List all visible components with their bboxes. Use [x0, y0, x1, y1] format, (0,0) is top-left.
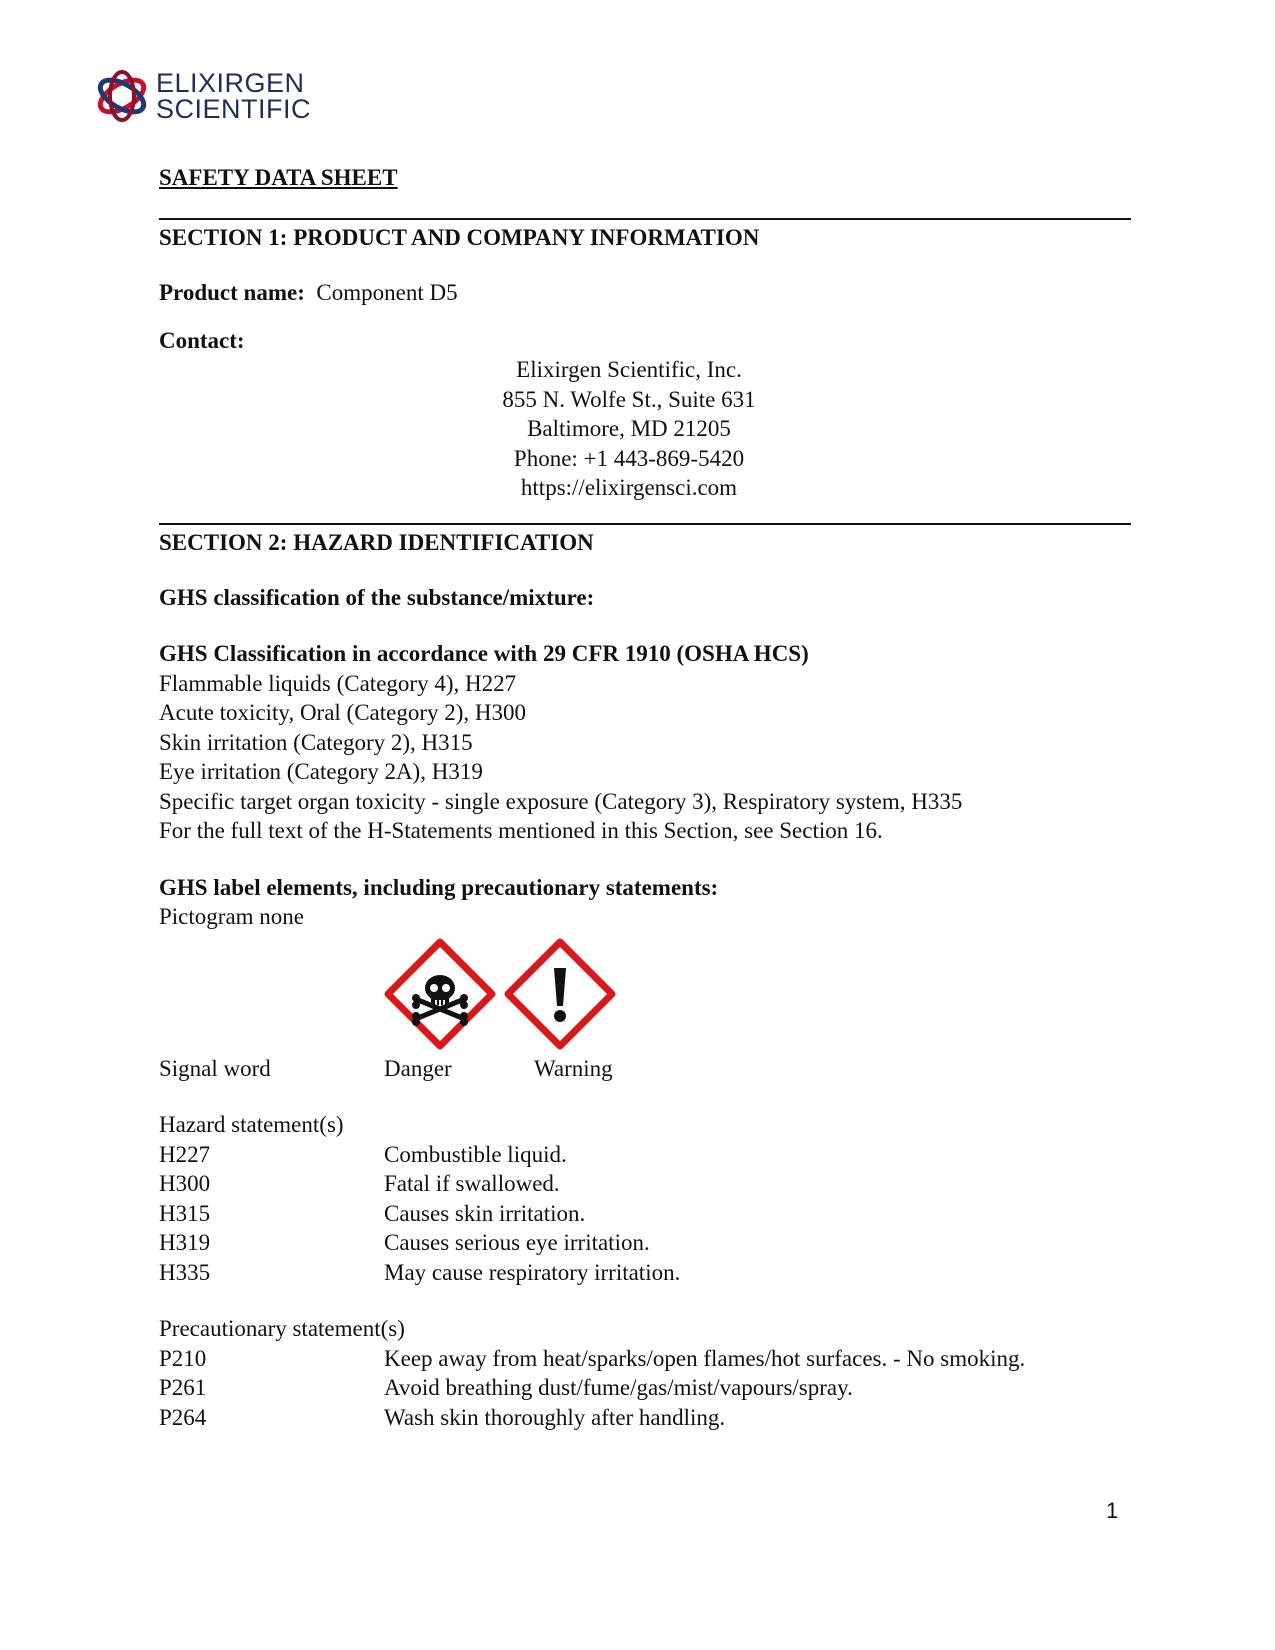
precaution-row [159, 1403, 1131, 1433]
hazard-text: May cause respiratory irritation. [384, 1259, 681, 1285]
product-name-value: Component D5 [316, 280, 458, 305]
ghs-classification-heading: GHS classification of the substance/mixture: [159, 584, 595, 610]
hazard-text: Causes serious eye irritation. [384, 1230, 650, 1255]
hazard-row [159, 1169, 1131, 1199]
ghs-cfr-heading: GHS Classification in accordance with 29 CFR 1910 (OSHA HCS) [159, 641, 809, 666]
classification-item: Eye irritation (Category 2A), H319 [159, 759, 483, 784]
document-body [159, 164, 1131, 1432]
exclamation-mark-icon [504, 938, 616, 1050]
classification-note: For the full text of the H-Statements mentioned in this Section, see Section 16. [159, 818, 883, 843]
skull-crossbones-icon [384, 938, 496, 1050]
hazard-row [159, 1199, 1131, 1229]
hazard-code: H300 [159, 1171, 211, 1196]
signal-word-row [159, 1054, 1131, 1084]
hazard-code: H335 [159, 1259, 211, 1285]
precaution-code: P264 [159, 1404, 207, 1430]
label-elements-heading: GHS label elements, including precautionary statements: [159, 874, 719, 900]
signal-word-danger: Danger [384, 1055, 452, 1081]
hazard-code: H227 [159, 1141, 211, 1167]
hazard-code: H315 [159, 1200, 211, 1226]
hazard-row [159, 1228, 1131, 1258]
pictogram-text: Pictogram none [159, 904, 304, 929]
section-2-heading: SECTION 2: HAZARD IDENTIFICATION [159, 529, 594, 555]
section-divider [159, 523, 1131, 525]
precaution-row [159, 1344, 1131, 1374]
hazard-statements-list [159, 1140, 1131, 1288]
signal-word-label: Signal word [159, 1055, 271, 1081]
logo-line-2: SCIENTIFIC [156, 94, 312, 124]
elixirgen-logo-icon [92, 66, 152, 126]
contact-label: Contact: [159, 327, 245, 353]
contact-phone: Phone: +1 443-869-5420 [513, 445, 745, 471]
contact-city: Baltimore, MD 21205 [527, 416, 731, 441]
contact-street: 855 N. Wolfe St., Suite 631 [502, 386, 756, 412]
section-1-heading: SECTION 1: PRODUCT AND COMPANY INFORMATION [159, 225, 760, 250]
contact-company: Elixirgen Scientific, Inc. [516, 357, 742, 382]
contact-address [320, 355, 938, 503]
hazard-row [159, 1258, 1131, 1288]
company-logo [92, 66, 311, 126]
hazard-text: Causes skin irritation. [384, 1200, 586, 1226]
page-number: 1 [1106, 1498, 1119, 1523]
section-divider [159, 218, 1131, 220]
logo-line-1: ELIXIRGEN [156, 68, 305, 98]
document-title: SAFETY DATA SHEET [159, 165, 398, 190]
precautionary-statements-list [159, 1344, 1131, 1433]
hazard-statements-heading: Hazard statement(s) [159, 1112, 344, 1137]
hazard-text: Fatal if swallowed. [384, 1171, 560, 1196]
classification-item: Skin irritation (Category 2), H315 [159, 729, 473, 755]
logo-text [156, 70, 311, 122]
precaution-text: Avoid breathing dust/fume/gas/mist/vapours/spray. [384, 1375, 853, 1400]
precaution-code: P210 [159, 1345, 207, 1371]
signal-word-warning: Warning [534, 1055, 613, 1081]
pictogram-row [384, 938, 1131, 1050]
hazard-text: Combustible liquid. [384, 1141, 567, 1167]
precaution-row [159, 1373, 1131, 1403]
precaution-text: Keep away from heat/sparks/open flames/hot surfaces. - No smoking. [384, 1345, 1026, 1371]
hazard-row [159, 1140, 1131, 1170]
contact-website[interactable]: https://elixirgensci.com [520, 475, 738, 500]
classification-item: Flammable liquids (Category 4), H227 [159, 670, 517, 696]
product-name-row [159, 278, 1131, 308]
classification-item: Acute toxicity, Oral (Category 2), H300 [159, 700, 527, 725]
precaution-text: Wash skin thoroughly after handling. [384, 1404, 726, 1430]
classification-item: Specific target organ toxicity - single exposure (Category 3), Respiratory system, H335 [159, 788, 963, 814]
precautionary-statements-heading: Precautionary statement(s) [159, 1316, 405, 1341]
product-name-label: Product name: [159, 280, 305, 305]
hazard-code: H319 [159, 1230, 211, 1255]
classification-list [159, 669, 1131, 846]
precaution-code: P261 [159, 1375, 207, 1400]
